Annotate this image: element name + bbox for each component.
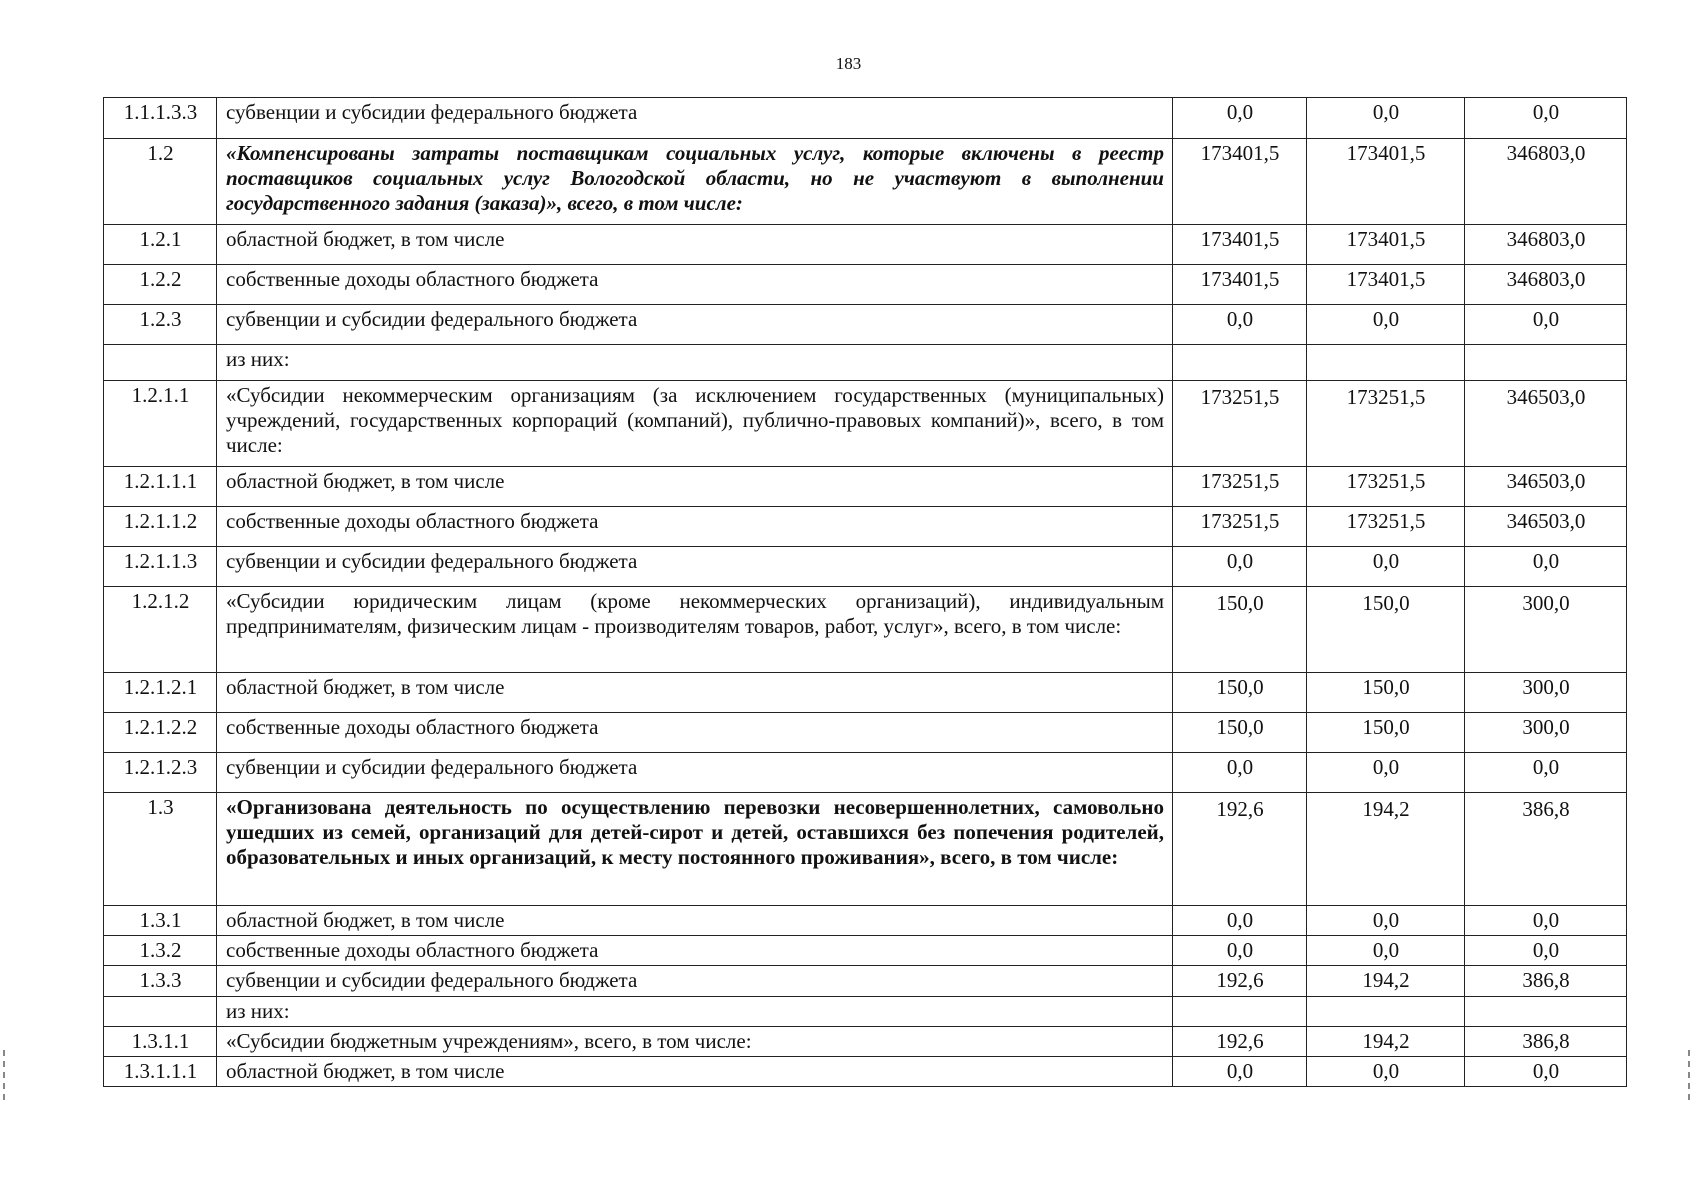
row-code-cell: 1.3.1 [104, 906, 217, 936]
row-value-2-cell: 0,0 [1307, 906, 1465, 936]
row-code-cell: 1.3.2 [104, 936, 217, 966]
row-value-2-cell [1307, 345, 1465, 381]
row-value-1-cell [1173, 996, 1307, 1026]
row-description-cell: субвенции и субсидии федерального бюджета [217, 98, 1173, 139]
table-row [104, 1056, 1627, 1086]
row-value-3-cell: 0,0 [1465, 1056, 1627, 1086]
row-value-1-cell: 0,0 [1173, 305, 1307, 345]
row-description-cell: субвенции и субсидии федерального бюджета [217, 305, 1173, 345]
row-value-1-cell [1173, 345, 1307, 381]
row-code-cell [104, 996, 217, 1026]
row-code-cell: 1.2.1.2 [104, 587, 217, 673]
row-value-2-cell: 0,0 [1307, 305, 1465, 345]
row-value-2-cell: 0,0 [1307, 98, 1465, 139]
row-value-3-cell: 0,0 [1465, 98, 1627, 139]
table-row [104, 381, 1627, 467]
row-description-cell: «Субсидии некоммерческим организациям (за исключением государственных (муниципальных) учреждений, государственных корпораций (компаний), публично-правовых компаний)», всего, в том числе: [217, 381, 1173, 467]
row-code-cell: 1.2.1.1.1 [104, 467, 217, 507]
row-value-1-cell: 0,0 [1173, 547, 1307, 587]
row-value-3-cell: 0,0 [1465, 305, 1627, 345]
row-description-cell: из них: [217, 996, 1173, 1026]
table-row [104, 996, 1627, 1026]
table-row [104, 936, 1627, 966]
table-row [104, 753, 1627, 793]
row-value-2-cell: 173251,5 [1307, 381, 1465, 467]
row-value-2-cell: 0,0 [1307, 547, 1465, 587]
row-value-1-cell: 192,6 [1173, 966, 1307, 996]
row-value-2-cell: 173251,5 [1307, 467, 1465, 507]
row-value-1-cell: 173401,5 [1173, 139, 1307, 225]
row-description-cell: областной бюджет, в том числе [217, 1056, 1173, 1086]
row-value-2-cell: 194,2 [1307, 966, 1465, 996]
table-row [104, 1026, 1627, 1056]
row-value-2-cell: 0,0 [1307, 1056, 1465, 1086]
row-value-1-cell: 192,6 [1173, 1026, 1307, 1056]
row-code-cell: 1.2.1.1.2 [104, 507, 217, 547]
row-value-1-cell: 173251,5 [1173, 381, 1307, 467]
row-description-cell: собственные доходы областного бюджета [217, 713, 1173, 753]
row-value-2-cell: 194,2 [1307, 793, 1465, 906]
row-value-1-cell: 150,0 [1173, 673, 1307, 713]
row-value-3-cell: 300,0 [1465, 587, 1627, 673]
scan-edge-mark-left [3, 1050, 9, 1100]
row-description-cell: областной бюджет, в том числе [217, 467, 1173, 507]
row-code-cell: 1.2.1.2.3 [104, 753, 217, 793]
row-code-cell: 1.2.1.1 [104, 381, 217, 467]
row-description-cell: субвенции и субсидии федерального бюджета [217, 753, 1173, 793]
row-value-1-cell: 150,0 [1173, 713, 1307, 753]
row-value-3-cell [1465, 996, 1627, 1026]
row-description-cell: «Организована деятельность по осуществлению перевозки несовершеннолетних, самовольно ушедших из семей, организаций для детей-сирот и детей, оставшихся без попечения родителей, образовательных и иных организаций, к месту постоянного проживания», всего, в том числе: [217, 793, 1173, 906]
page-number: 183 [835, 54, 862, 73]
row-value-1-cell: 0,0 [1173, 1056, 1307, 1086]
table-row [104, 906, 1627, 936]
row-description-cell: собственные доходы областного бюджета [217, 507, 1173, 547]
row-value-1-cell: 0,0 [1173, 906, 1307, 936]
row-code-cell: 1.3 [104, 793, 217, 906]
row-value-3-cell: 0,0 [1465, 936, 1627, 966]
row-code-cell: 1.2.1.2.2 [104, 713, 217, 753]
row-value-3-cell: 346503,0 [1465, 381, 1627, 467]
row-value-3-cell: 386,8 [1465, 793, 1627, 906]
row-description-cell: собственные доходы областного бюджета [217, 936, 1173, 966]
row-code-cell: 1.3.3 [104, 966, 217, 996]
table-row [104, 713, 1627, 753]
row-value-2-cell: 0,0 [1307, 753, 1465, 793]
table-row [104, 673, 1627, 713]
row-value-2-cell [1307, 996, 1465, 1026]
row-value-1-cell: 173251,5 [1173, 507, 1307, 547]
row-code-cell: 1.2.1 [104, 225, 217, 265]
budget-table-body [104, 98, 1627, 1087]
row-description-cell: «Субсидии бюджетным учреждениям», всего, в том числе: [217, 1026, 1173, 1056]
table-row [104, 547, 1627, 587]
table-row [104, 98, 1627, 139]
row-value-1-cell: 192,6 [1173, 793, 1307, 906]
row-value-3-cell: 0,0 [1465, 547, 1627, 587]
row-code-cell: 1.2.3 [104, 305, 217, 345]
budget-table [103, 97, 1627, 1087]
row-code-cell: 1.2.1.1.3 [104, 547, 217, 587]
row-description-cell: субвенции и субсидии федерального бюджета [217, 966, 1173, 996]
row-code-cell: 1.2 [104, 139, 217, 225]
table-row [104, 305, 1627, 345]
row-code-cell: 1.3.1.1 [104, 1026, 217, 1056]
row-value-3-cell: 346803,0 [1465, 225, 1627, 265]
row-description-cell: из них: [217, 345, 1173, 381]
table-row [104, 345, 1627, 381]
row-value-2-cell: 150,0 [1307, 587, 1465, 673]
row-value-1-cell: 173401,5 [1173, 225, 1307, 265]
row-value-3-cell: 346503,0 [1465, 467, 1627, 507]
row-value-1-cell: 173401,5 [1173, 265, 1307, 305]
row-description-cell: субвенции и субсидии федерального бюджета [217, 547, 1173, 587]
row-value-1-cell: 0,0 [1173, 753, 1307, 793]
row-value-1-cell: 173251,5 [1173, 467, 1307, 507]
row-value-2-cell: 150,0 [1307, 673, 1465, 713]
table-row [104, 225, 1627, 265]
table-row [104, 793, 1627, 906]
row-value-1-cell: 0,0 [1173, 936, 1307, 966]
row-description-cell: «Компенсированы затраты поставщикам социальных услуг, которые включены в реестр поставщиков социальных услуг Вологодской области, но не участвуют в выполнении государственного задания (заказа)», всего, в том числе: [217, 139, 1173, 225]
table-row [104, 587, 1627, 673]
row-code-cell: 1.1.1.3.3 [104, 98, 217, 139]
row-value-1-cell: 150,0 [1173, 587, 1307, 673]
row-value-2-cell: 173251,5 [1307, 507, 1465, 547]
row-value-2-cell: 173401,5 [1307, 265, 1465, 305]
row-value-3-cell: 0,0 [1465, 753, 1627, 793]
table-row [104, 966, 1627, 996]
row-code-cell: 1.2.2 [104, 265, 217, 305]
table-row [104, 265, 1627, 305]
row-value-2-cell: 173401,5 [1307, 225, 1465, 265]
row-value-3-cell: 346803,0 [1465, 139, 1627, 225]
row-value-1-cell: 0,0 [1173, 98, 1307, 139]
table-row [104, 467, 1627, 507]
row-value-3-cell: 300,0 [1465, 673, 1627, 713]
row-value-3-cell: 346503,0 [1465, 507, 1627, 547]
row-value-3-cell: 300,0 [1465, 713, 1627, 753]
row-value-2-cell: 194,2 [1307, 1026, 1465, 1056]
row-description-cell: областной бюджет, в том числе [217, 906, 1173, 936]
scan-edge-mark-right [1688, 1050, 1694, 1100]
row-code-cell [104, 345, 217, 381]
row-value-3-cell [1465, 345, 1627, 381]
row-description-cell: областной бюджет, в том числе [217, 225, 1173, 265]
row-description-cell: собственные доходы областного бюджета [217, 265, 1173, 305]
table-row [104, 507, 1627, 547]
row-value-2-cell: 173401,5 [1307, 139, 1465, 225]
row-code-cell: 1.3.1.1.1 [104, 1056, 217, 1086]
row-value-2-cell: 150,0 [1307, 713, 1465, 753]
row-description-cell: «Субсидии юридическим лицам (кроме некоммерческих организаций), индивидуальным предпринимателям, физическим лицам - производителям товаров, работ, услуг», всего, в том числе: [217, 587, 1173, 673]
row-value-2-cell: 0,0 [1307, 936, 1465, 966]
row-value-3-cell: 386,8 [1465, 1026, 1627, 1056]
row-value-3-cell: 346803,0 [1465, 265, 1627, 305]
row-description-cell: областной бюджет, в том числе [217, 673, 1173, 713]
row-value-3-cell: 386,8 [1465, 966, 1627, 996]
table-row [104, 139, 1627, 225]
row-value-3-cell: 0,0 [1465, 906, 1627, 936]
row-code-cell: 1.2.1.2.1 [104, 673, 217, 713]
